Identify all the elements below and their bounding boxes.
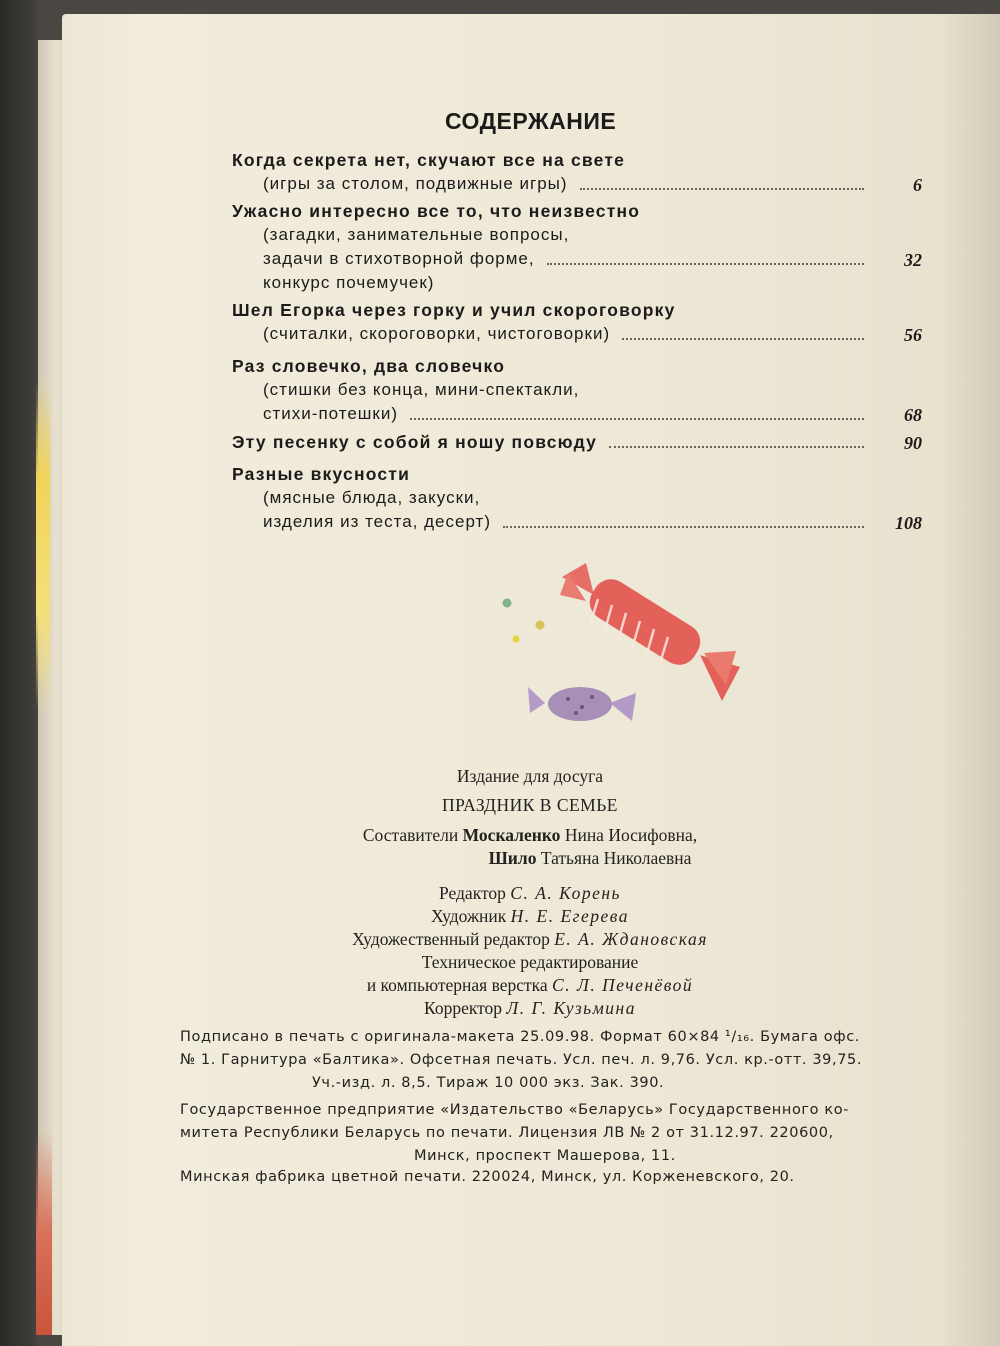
credit-name: Л. Г. Кузьмина (506, 998, 636, 1018)
leader-dots (547, 262, 864, 265)
toc-entry-subtitle: изделия из теста, десерт) (263, 512, 491, 531)
toc-entry[interactable] (232, 298, 922, 346)
toc-entry[interactable] (232, 354, 922, 426)
factory-details (180, 1166, 960, 1189)
credit-line (180, 974, 880, 997)
publisher-line: митета Республики Беларусь по печати. Лицензия ЛВ № 2 от 31.12.97. 220600, (180, 1125, 834, 1141)
compilers-label: Составители (362, 825, 459, 845)
toc-entry[interactable] (232, 462, 922, 534)
toc-entry-subtitle: стихи-потешки) (263, 404, 399, 423)
edition-type: Издание для досуга (456, 766, 604, 786)
leader-dots (410, 417, 864, 420)
dot-decoration (536, 621, 545, 630)
red-candy-icon (560, 563, 740, 701)
credit-line (180, 882, 880, 905)
toc-entry-subtitle: (мясные блюда, закуски, (263, 488, 481, 507)
credit-line (180, 997, 880, 1020)
cover-edge-red (36, 1130, 52, 1335)
credit-line (180, 928, 880, 951)
toc-page-number: 32 (904, 250, 922, 270)
toc-entry-title: Раз словечко, два словечко (232, 356, 506, 376)
credit-role: Редактор (438, 883, 506, 903)
toc-entry-subtitle: конкурс почемучек) (263, 273, 435, 292)
toc-entry[interactable] (232, 430, 922, 454)
toc-entry-subtitle: (игры за столом, подвижные игры) (263, 174, 568, 193)
credit-line (180, 905, 880, 928)
toc-page-number: 56 (904, 325, 922, 345)
factory-line: Минская фабрика цветной печати. 220024, Минск, ул. Корженевского, 20. (180, 1169, 795, 1185)
toc-line (232, 430, 922, 454)
publisher-details (180, 1099, 960, 1168)
toc-entry-title: Ужасно интересно все то, что неизвестно (232, 201, 641, 221)
credit-name: С. Л. Печенёвой (552, 975, 694, 995)
compiler-name: Нина Иосифовна, (564, 825, 698, 845)
toc-line (232, 172, 922, 196)
compiler-name: Татьяна Николаевна (540, 848, 692, 868)
toc-page-number: 68 (904, 405, 922, 425)
dot-decoration (503, 599, 512, 608)
credit-role: Художественный редактор (352, 929, 550, 949)
toc-line (232, 510, 922, 534)
compilers (180, 824, 880, 847)
toc-entry[interactable] (232, 148, 922, 196)
leader-dots (622, 337, 864, 340)
credit-name: Н. Е. Егерева (510, 906, 630, 926)
credit-name: С. А. Корень (510, 883, 621, 903)
toc-entry-subtitle: (считалки, скороговорки, чистоговорки) (263, 324, 611, 343)
toc-entry-title: Разные вкусности (232, 464, 411, 484)
toc-entry-subtitle: задачи в стихотворной форме, (263, 249, 535, 268)
print-details (180, 1026, 960, 1095)
toc-page-number: 6 (913, 175, 922, 195)
credit-name: Е. А. Ждановская (554, 929, 708, 949)
publisher-line: Минск, проспект Машерова, 11. (414, 1148, 676, 1164)
print-line: Уч.-изд. л. 8,5. Тираж 10 000 экз. Зак. 390. (312, 1075, 665, 1091)
toc-line (232, 402, 922, 426)
publisher-line: Государственное предприятие «Издательство «Беларусь» Государственного ко- (180, 1102, 849, 1118)
toc-page-number: 90 (904, 433, 922, 453)
credit-role: Корректор (424, 998, 503, 1018)
compilers (180, 847, 880, 870)
toc-entry-title: Эту песенку с собой я ношу повсюду (232, 432, 598, 452)
purple-candy-icon (528, 687, 636, 721)
table-of-contents (232, 148, 922, 537)
toc-entry-subtitle: (загадки, занимательные вопросы, (263, 225, 570, 244)
leader-dots (503, 525, 864, 528)
print-line: № 1. Гарнитура «Балтика». Офсетная печать. Усл. печ. л. 9,76. Усл. кр.-отт. 39,75. (180, 1052, 863, 1068)
contents-title: СОДЕРЖАНИЕ (445, 108, 617, 134)
compiler-surname: Москаленко (462, 825, 561, 845)
toc-entry-title: Когда секрета нет, скучают все на свете (232, 150, 626, 170)
credit-line: Техническое редактирование (421, 952, 639, 972)
dot-decoration (513, 636, 520, 643)
cover-edge-yellow (36, 380, 50, 710)
toc-entry-subtitle: (стишки без конца, мини-спектакли, (263, 380, 580, 399)
compiler-surname: Шило (488, 848, 537, 868)
credit-role: Художник (430, 906, 507, 926)
print-line: Подписано в печать с оригинала-макета 25.09.98. Формат 60×84 ¹/₁₆. Бумага офс. (180, 1029, 860, 1045)
toc-page-number: 108 (895, 513, 922, 533)
leader-dots (580, 187, 864, 190)
leader-dots (609, 445, 864, 448)
toc-entry[interactable] (232, 199, 922, 295)
toc-line (232, 247, 922, 271)
toc-line (232, 322, 922, 346)
toc-entry-title: Шел Егорка через горку и учил скороговорку (232, 300, 676, 320)
credit-role: и компьютерная верстка (366, 975, 548, 995)
book-title: ПРАЗДНИК В СЕМЬЕ (441, 795, 618, 815)
candy-illustration (490, 555, 750, 725)
imprint-block (180, 762, 880, 1020)
